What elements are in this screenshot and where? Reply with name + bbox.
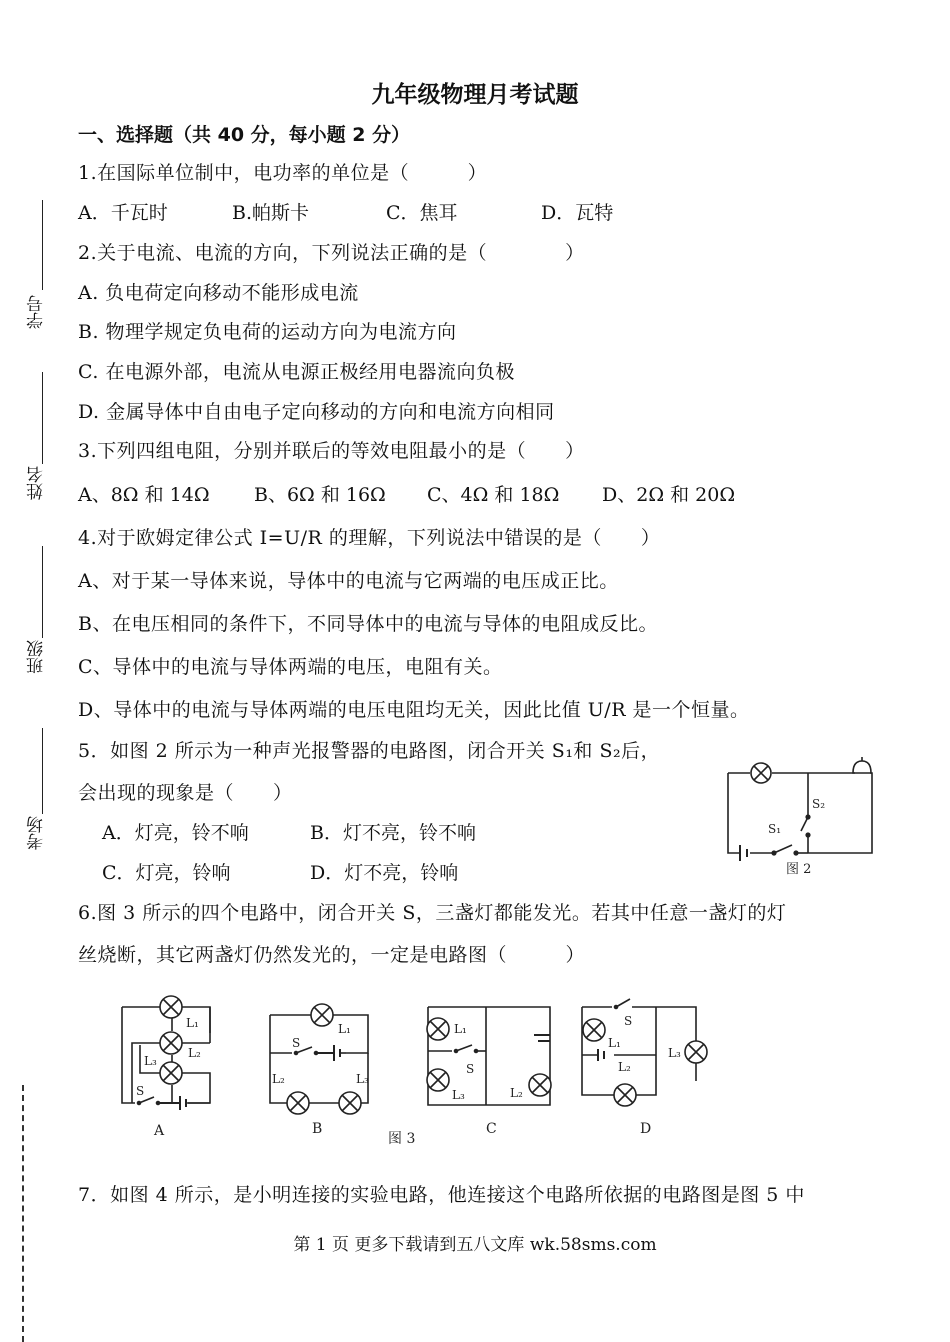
svg-text:L₃: L₃ [144, 1054, 157, 1068]
margin-label-name: 姓名 [27, 466, 47, 500]
q5-option-a: A．灯亮，铃不响 [102, 822, 249, 844]
svg-text:S: S [292, 1036, 301, 1050]
q3-option-d: D、2Ω 和 20Ω [602, 484, 736, 506]
circuit-a-label: A [154, 1123, 165, 1139]
svg-text:L₁: L₁ [186, 1016, 199, 1030]
margin-label-exam-room: 考场 [27, 816, 47, 850]
margin-line [42, 546, 43, 638]
q5-option-c: C．灯亮，铃响 [102, 862, 231, 884]
q4-option-c: C、导体中的电流与导体两端的电压，电阻有关。 [78, 656, 503, 678]
q5-option-d: D．灯不亮，铃响 [310, 862, 459, 884]
q1-option-c: C．焦耳 [386, 202, 458, 224]
svg-text:S: S [466, 1062, 475, 1076]
q2-option-b: B. 物理学规定负电荷的运动方向为电流方向 [78, 321, 457, 343]
figure-2-caption: 图 2 [786, 862, 812, 877]
q5-stem-line2: 会出现的现象是（ ） [78, 782, 293, 804]
q1-stem: 1.在国际单位制中，电功率的单位是（ ） [78, 162, 488, 184]
circuit-b [270, 1004, 369, 1137]
figure-3-circuits [110, 985, 730, 1150]
circuit-d-label: D [640, 1121, 652, 1137]
svg-text:L₂: L₂ [510, 1086, 523, 1100]
svg-text:S: S [136, 1084, 145, 1098]
figure-3-caption: 图 3 [388, 1131, 416, 1147]
section-heading: 一、选择题（共 40 分，每小题 2 分） [78, 124, 411, 146]
svg-text:L₃: L₃ [668, 1046, 681, 1060]
q4-stem: 4.对于欧姆定律公式 I=U/R 的理解，下列说法中错误的是（ ） [78, 527, 661, 549]
q1-option-b: B.帕斯卡 [232, 202, 310, 224]
page-title: 九年级物理月考试题 [371, 82, 579, 108]
q2-stem: 2.关于电流、电流的方向，下列说法正确的是（ ） [78, 242, 585, 264]
svg-text:L₁: L₁ [608, 1036, 621, 1050]
svg-text:L₁: L₁ [338, 1022, 351, 1036]
svg-text:L₁: L₁ [454, 1022, 467, 1036]
q6-stem-line1: 6.图 3 所示的四个电路中，闭合开关 S，三盏灯都能发光。若其中任意一盏灯的灯 [78, 902, 787, 924]
q2-option-a: A. 负电荷定向移动不能形成电流 [78, 282, 359, 304]
circuit-b-label: B [312, 1121, 323, 1137]
label-s1: S₁ [768, 822, 782, 836]
q3-stem: 3.下列四组电阻，分别并联后的等效电阻最小的是（ ） [78, 440, 585, 462]
label-s2: S₂ [812, 797, 826, 811]
q3-option-c: C、4Ω 和 18Ω [427, 484, 560, 506]
svg-text:L₂: L₂ [188, 1046, 201, 1060]
q6-stem-line2: 丝烧断，其它两盏灯仍然发光的，一定是电路图（ ） [78, 944, 586, 966]
margin-line [42, 200, 43, 290]
q3-option-a: A、8Ω 和 14Ω [78, 484, 210, 506]
q2-option-d: D. 金属导体中自由电子定向移动的方向和电流方向相同 [78, 401, 555, 423]
svg-text:L₂: L₂ [618, 1060, 631, 1074]
circuit-a [122, 996, 210, 1139]
q2-option-c: C. 在电源外部，电流从电源正极经用电器流向负极 [78, 361, 515, 383]
q4-option-a: A、对于某一导体来说，导体中的电流与它两端的电压成正比。 [78, 570, 619, 592]
page-footer: 第 1 页 更多下载请到五八文库 wk.58sms.com [293, 1235, 657, 1255]
q4-option-b: B、在电压相同的条件下，不同导体中的电流与导体的电阻成反比。 [78, 613, 658, 635]
margin-line [42, 728, 43, 814]
circuit-c-label: C [486, 1121, 497, 1137]
circuit-d [582, 999, 707, 1137]
q5-option-b: B．灯不亮，铃不响 [310, 822, 476, 844]
margin-line [42, 372, 43, 464]
circuit-c [427, 1007, 551, 1137]
q7-stem: 7．如图 4 所示，是小明连接的实验电路，他连接这个电路所依据的电路图是图 5 中 [78, 1184, 805, 1206]
q4-option-d: D、导体中的电流与导体两端的电压电阻均无关，因此比值 U/R 是一个恒量。 [78, 699, 750, 721]
margin-label-class: 班级 [27, 640, 47, 674]
figure-2-alarm-circuit [720, 755, 880, 880]
q1-option-a: A．千瓦时 [78, 202, 168, 224]
svg-text:S: S [624, 1014, 633, 1028]
q3-option-b: B、6Ω 和 16Ω [254, 484, 386, 506]
q1-option-d: D．瓦特 [541, 202, 614, 224]
q5-stem-line1: 5．如图 2 所示为一种声光报警器的电路图，闭合开关 S₁和 S₂后， [78, 740, 661, 762]
margin-label-student-id: 学号 [27, 295, 47, 329]
svg-text:L₃: L₃ [452, 1088, 465, 1102]
svg-text:L₂: L₂ [272, 1072, 285, 1086]
cut-line [22, 1085, 24, 1342]
svg-text:L₃: L₃ [356, 1072, 369, 1086]
